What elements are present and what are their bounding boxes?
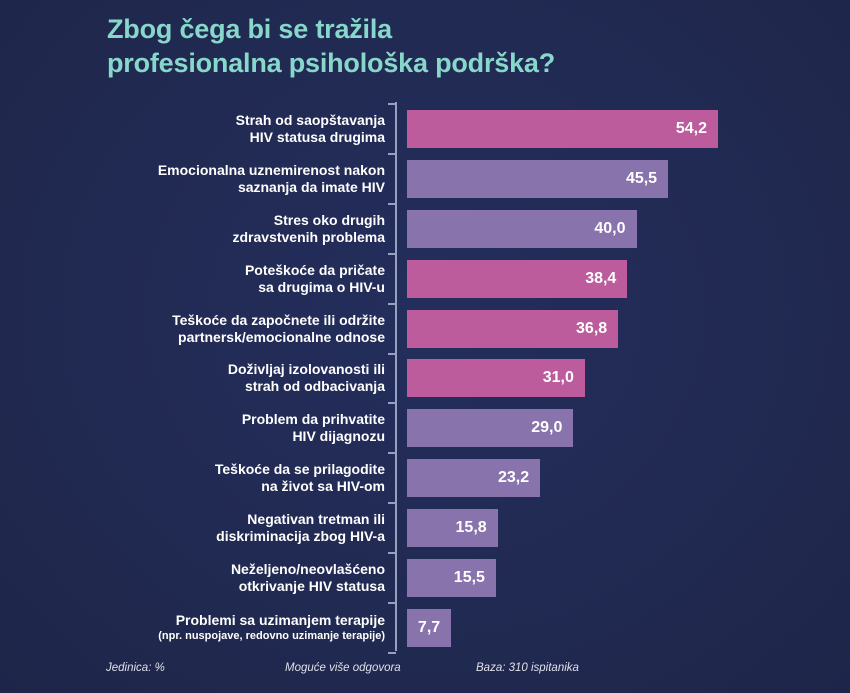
page-title [107,12,555,80]
bar-value: 31,0 [542,369,574,387]
bar-label-line-1: Negativan tretman ili [247,511,385,528]
bar-label [0,561,385,595]
bar-label-line-2: diskriminacija zbog HIV-a [216,528,385,545]
chart-row [0,553,850,603]
bar-label [0,212,385,246]
bar-label [0,361,385,395]
bar-value: 45,5 [625,169,658,187]
chart-row [0,154,850,204]
chart-row [0,304,850,354]
chart-row [0,403,850,453]
bar-value: 29,0 [531,419,563,437]
bar-chart [0,104,850,653]
footer-base-note: Baza: 310 ispitanika [476,662,579,674]
bar-label-line-1: Neželjeno/neovlašćeno [230,560,385,577]
bar-label-line-2: otkrivanje HIV statusa [238,577,385,594]
chart-row [0,603,850,653]
chart-row [0,353,850,403]
bar-label [0,461,385,495]
bar [407,210,637,248]
bar-value: 15,5 [453,568,485,586]
bar-label [0,411,385,445]
bar-label-line-2: na život sa HIV-om [261,478,385,495]
bar-label-line-1: Emocionalna uznemirenost nakon [157,161,385,178]
bar [407,260,627,298]
bar [407,559,496,597]
chart-row [0,254,850,304]
bar-label [0,162,385,196]
footer-multi-answer-note: Moguće više odgovora [285,662,401,674]
bar-value: 15,8 [455,519,487,537]
bar [407,409,573,447]
bar-label-line-2: HIV dijagnozu [292,428,385,445]
bar [407,310,618,348]
bar-label-line-2: HIV statusa drugima [249,128,385,145]
chart-row [0,503,850,553]
bar [407,609,451,647]
title-line-1: Zbog čega bi se tražila [107,14,392,44]
bar-label-line-2: zdravstvenih problema [232,228,385,245]
bar-label-line-1: Teškoće da se prilagodite [214,461,385,478]
bar-label [0,511,385,545]
bar-label-line-2: partnersk/emocionalne odnose [178,328,385,345]
title-line-2: profesionalna psihološka podrška? [107,48,555,78]
bar-label [0,112,385,146]
bar-label [0,262,385,296]
bar [407,160,668,198]
bar [407,359,585,397]
bar-label-line-1: Doživljaj izolovanosti ili [227,361,385,378]
footer-unit-note: Jedinica: % [106,662,165,674]
bar-label-note: (npr. nuspojave, redovno uzimanje terapije) [158,630,385,643]
bar-label [0,312,385,346]
bar-value: 54,2 [675,119,707,137]
bar-value: 40,0 [594,219,626,237]
bar-label-line-1: Teškoće da započnete ili održite [172,311,385,328]
chart-row [0,204,850,254]
bar-value: 38,4 [585,269,617,287]
bar [407,509,498,547]
bar-label-line-1: Problem da prihvatite [241,411,385,428]
bar-value: 7,7 [417,618,441,636]
chart-row [0,453,850,503]
bar-value: 36,8 [576,319,608,337]
bar-label-line-1: Poteškoće da pričate [244,261,385,278]
bar-label-line-1: Stres oko drugih [273,211,385,228]
bar-value: 23,2 [497,469,530,487]
bar-label-line-1: Strah od saopštavanja [235,111,385,128]
bar [407,459,540,497]
bar-label-line-1: Problemi sa uzimanjem terapije [175,612,385,629]
bar-label-line-2: strah od odbacivanja [244,378,385,395]
bar-label-line-2: sa drugima o HIV-u [258,278,385,295]
bar-label [0,612,385,643]
chart-row [0,104,850,154]
bar-label-line-2: saznanja da imate HIV [237,178,385,195]
bar [407,110,718,148]
